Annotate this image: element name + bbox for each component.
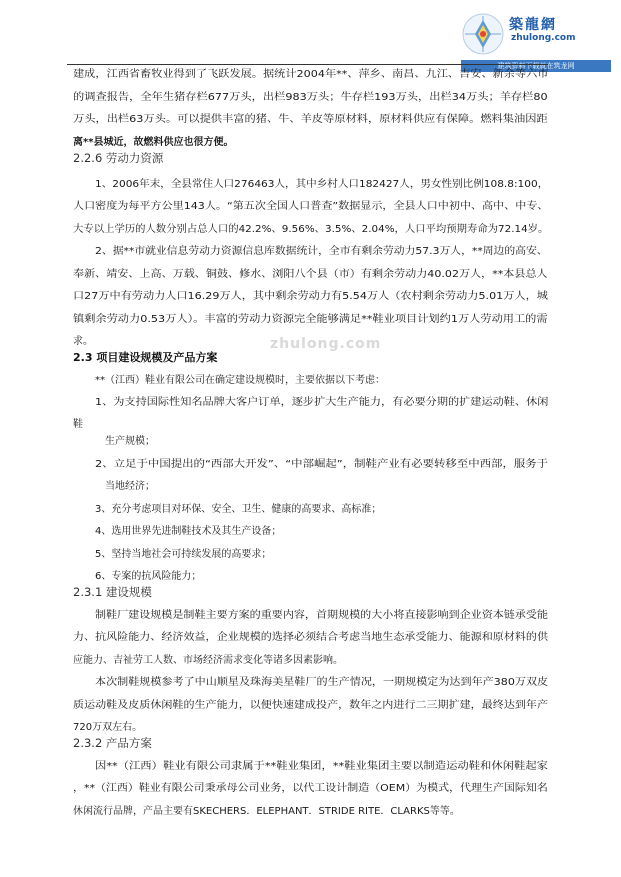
text-line: 生产规模； — [105, 436, 155, 447]
text-line: ，**（江西）鞋业有限公司秉承母公司业务，以代工设计制造（OEM）为模式，代理生产国际知名 — [73, 783, 548, 794]
text-line: 求。 — [73, 336, 93, 347]
text-line: 的调查报告，全年生猪存栏677万头，出栏983万头；牛存栏193万头，出栏34万头；羊存栏80 — [73, 92, 548, 103]
text-line: 2、立足于中国提出的“西部大开发”、“中部崛起”，制鞋产业有必要转移至中西部，服务于 — [95, 459, 549, 470]
text-line: 建成，江西省畜牧业得到了飞跃发展。据统计2004年**、萍乡、南昌、九江、吉安、新余等六市 — [73, 69, 549, 80]
text-line: 2、据**市就业信息劳动力资源信息库数据统计，全市有剩余劳动力57.3万人，**周边的高安、 — [95, 246, 548, 257]
text-line: 本次制鞋规模参考了中山顺星及珠海美星鞋厂的生产情况，一期规模定为达到年产380万双皮 — [95, 677, 549, 688]
text-line: 720万双左右。 — [73, 722, 143, 733]
text-line: 制鞋厂建设规模是制鞋主要方案的重要内容，首期规模的大小将直接影响到企业资本链承受能 — [95, 610, 548, 621]
text-line: 5、坚持当地社会可持续发展的高要求； — [95, 549, 272, 560]
text-line: **（江西）鞋业有限公司在确定建设规模时，主要依据以下考虑： — [95, 375, 385, 386]
text-line: 大专以上学历的人数分别占总人口的42.2%、9.56%、3.5%、2.04%，人口平均预期寿命为72.14岁。 — [73, 224, 549, 235]
text-line: 人口密度为每平方公里143人。“第五次全国人口普查”数据显示，全县人口中初中、高中、中专、 — [73, 201, 549, 212]
text-line: 4、选用世界先进制鞋技术及其生产设备； — [95, 526, 282, 537]
text-line: 鞋 — [73, 419, 83, 430]
text-line: 因**（江西）鞋业有限公司隶属于**鞋业集团，**鞋业集团主要以制造运动鞋和休闲鞋起家 — [95, 761, 548, 772]
text-line: 力、抗风险能力、经济效益，企业规模的选择必须结合考虑当地生态承受能力、能源和原材料的供 — [73, 632, 548, 643]
text-line: 1、为支持国际性知名品牌大客户订单，逐步扩大生产能力，有必要分期的扩建运动鞋、休闲 — [95, 397, 549, 408]
section-heading: 2.3 项目建设规模及产品方案 — [73, 351, 218, 364]
text-line: 万头，出栏63万头。可以提供丰富的猪、牛、羊皮等原材料，原材料供应有保障。燃料集油因距 — [73, 114, 548, 125]
text-line: 3、充分考虑项目对环保、安全、卫生、健康的高要求、高标准； — [95, 504, 382, 515]
text-line: 离**县城近，故燃料供应也很方便。 — [73, 137, 234, 148]
text-line: 当地经济； — [105, 481, 155, 492]
watermark: zhulong.com — [270, 336, 382, 352]
section-heading: 2.2.6 劳动力资源 — [73, 151, 164, 165]
text-line: 6、专案的抗风险能力； — [95, 571, 202, 582]
text-line: 1、2006年末，全县常住人口276463人，其中乡村人口182427人，男女性别比例108.8:100， — [95, 179, 549, 190]
logo-tagline: 建筑资料下载就在筑龙网 — [461, 60, 611, 72]
text-line: 质运动鞋及皮质休闲鞋的生产能力，以便快速建成投产，数年之内进行二三期扩建，最终达到年产 — [73, 700, 548, 711]
logo-name: 築龍網 — [509, 17, 557, 33]
text-line: 镇剩余劳动力0.53万人）。丰富的劳动力资源完全能够满足**鞋业项目计划约1万人劳动用工的需 — [73, 314, 548, 325]
text-line: 应能力、吉祉劳工人数、市场经济需求变化等诸多因素影响。 — [73, 655, 343, 666]
logo-domain: zhulong.com — [511, 33, 576, 43]
text-line: 口27万中有劳动力人口16.29万人，其中剩余劳动力有5.54万人（农村剩余劳动力5.01万人，城 — [73, 291, 548, 302]
text-line: 奉新、靖安、上高、万载、铜鼓、修水、浏阳八个县（市）有剩余劳动力40.02万人，**本县总人 — [73, 269, 548, 280]
text-line: 休闲流行品牌，产品主要有SKECHERS．ELEPHANT．STRIDE RITE．CLARKS等等。 — [73, 806, 460, 817]
section-heading: 2.3.2 产品方案 — [73, 736, 152, 750]
section-heading: 2.3.1 建设规模 — [73, 585, 152, 599]
